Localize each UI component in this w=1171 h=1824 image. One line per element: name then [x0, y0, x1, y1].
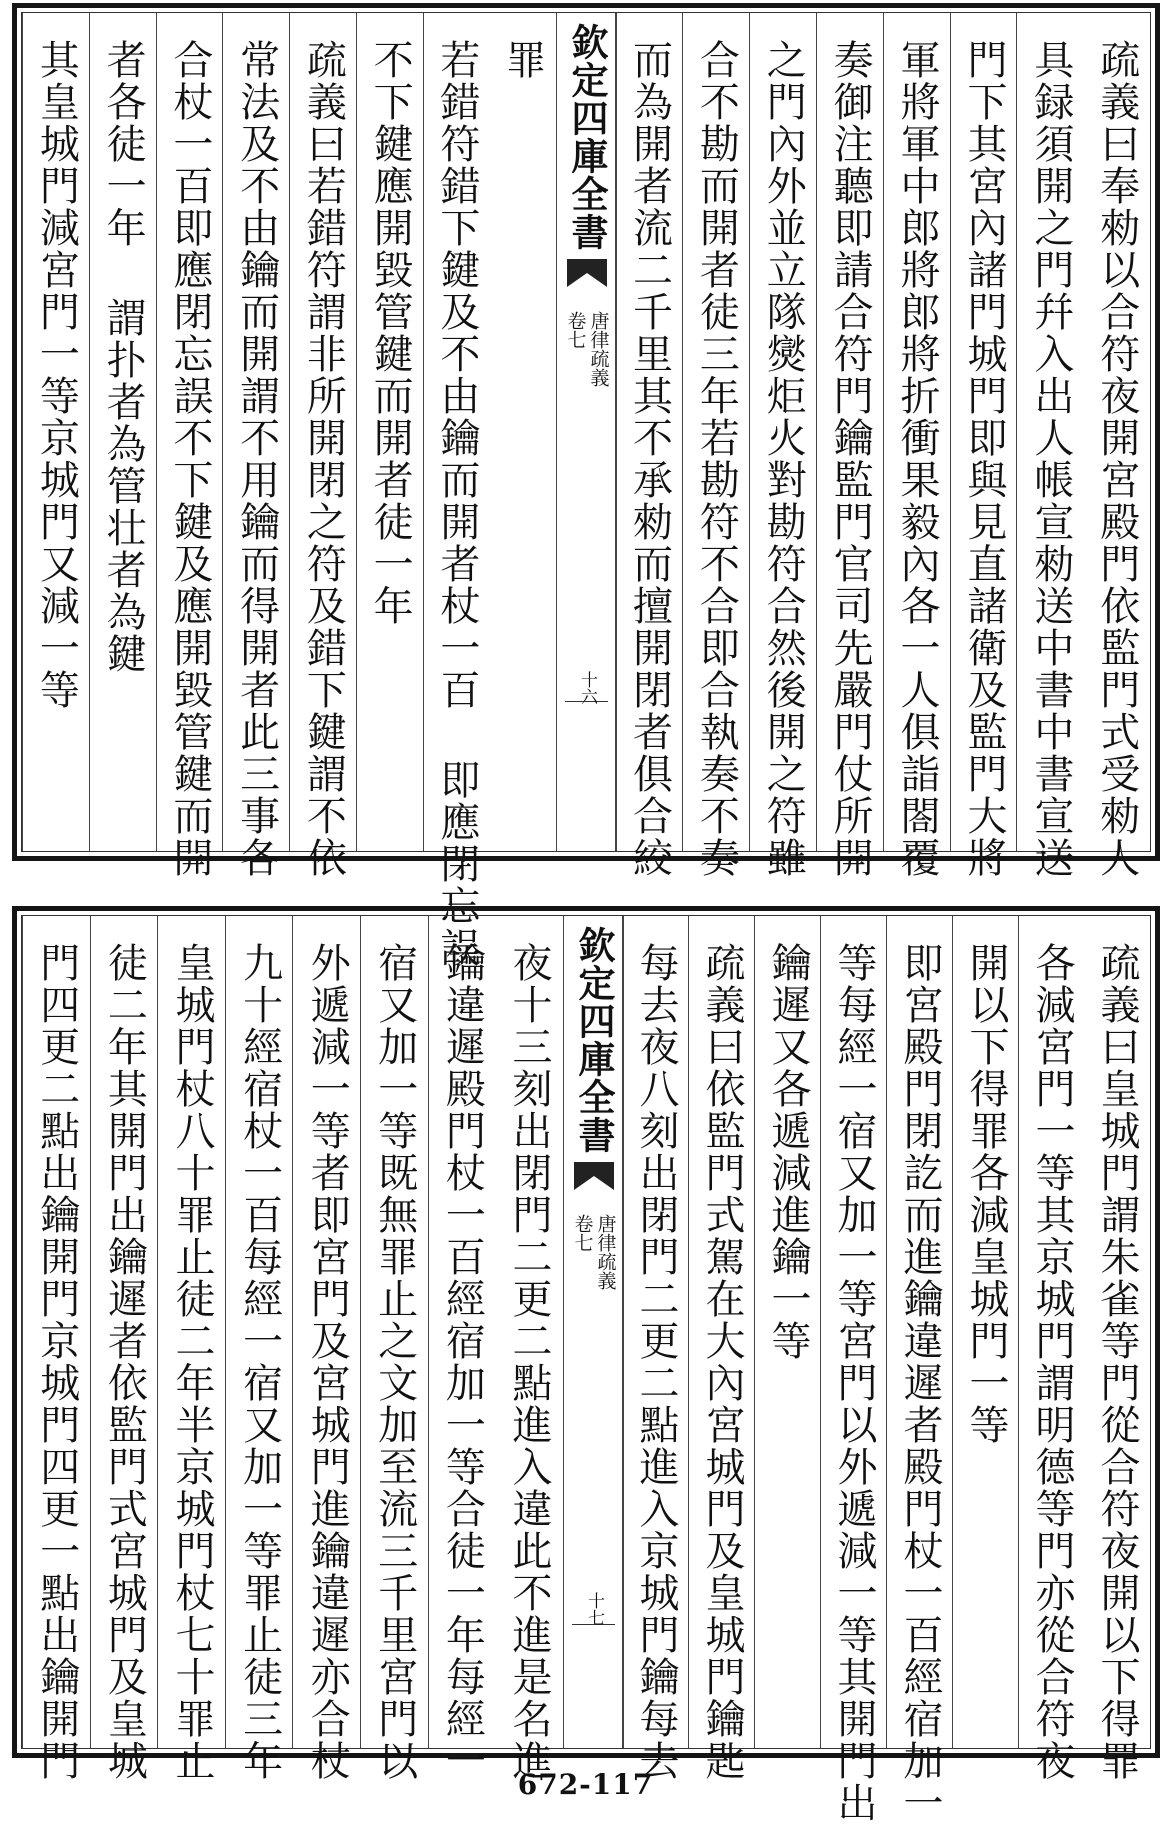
top-right-column-text: 奏御注聽即請合符門鑰監門官司先嚴門仗所開: [827, 39, 874, 879]
bottom-right-column-text: 疏義曰依監門式駕在大內宮城門及皇城門鑰匙: [699, 942, 745, 1782]
top-right-column: [950, 13, 1018, 879]
top-right-column-text: 疏義曰奉勑以合符夜開宮殿門依監門式受勑人: [1093, 39, 1140, 879]
top-right-column-text: 之門內外並立隊爕炬火對勘符合然後開之符雖: [760, 39, 807, 879]
top-right-column-text: 軍將軍中郎將郎將折衝果毅內各一人俱詣閤覆: [894, 39, 941, 879]
top-fish-tail-mark-icon: [567, 259, 607, 287]
bottom-right-column: [886, 916, 953, 1824]
top-page-frame: [12, 3, 1160, 969]
bottom-left-column: [428, 916, 497, 1782]
top-left-column: [156, 13, 224, 879]
top-right-column: [749, 13, 817, 879]
top-volume: 卷七: [564, 311, 587, 349]
bottom-left-column: [22, 916, 91, 1782]
top-left-column-text: 罪: [499, 39, 546, 81]
bottom-left-column-text: 九十經宿杖一百每經一宿又加一等罪止徒三年: [236, 942, 283, 1782]
top-left-column-text: 若錯符錯下鍵及不由鑰而開者杖一百 即應閉忘誤: [433, 39, 480, 969]
bottom-left-column-text: 門四更二點出鑰開門京城門四更一點出鑰開門: [33, 942, 80, 1782]
top-right-column-text: 合不勘而開者徒三年若勘符不合即合執奏不奏: [693, 39, 740, 879]
bottom-center-column: [563, 916, 624, 1748]
top-book-name: 唐律疏義: [587, 311, 610, 387]
top-book-subtitle: [566, 311, 608, 387]
top-left-column: [423, 13, 491, 969]
top-page-number: 十六: [577, 671, 597, 705]
top-right-column: [816, 13, 884, 879]
bottom-right-column: [688, 916, 755, 1782]
top-left-column-text: 不下鍵應開毀管鍵而開者徒一年: [367, 39, 414, 627]
top-right-column: [682, 13, 750, 879]
bottom-page-number: 十七: [584, 1592, 604, 1626]
bottom-left-column-text: 宿又加一等既無罪止之文加至流三千里宮門以: [371, 942, 418, 1782]
top-right-column: [615, 13, 683, 879]
bottom-left-column-text: 夜十三刻出閉門二更二點進入違此不進是名進: [505, 942, 552, 1782]
bottom-right-column: [1084, 916, 1150, 1782]
bottom-left-column: [225, 916, 294, 1782]
top-left-column-text: 其皇城門減宮門一等京城門又減一等: [33, 39, 80, 711]
bottom-right-column: [754, 916, 821, 1748]
top-left-column-text: 常法及不由鑰而開謂不用鑰而得開者此三事各: [233, 39, 280, 879]
bottom-left-column: [90, 916, 159, 1782]
bottom-volume: 卷七: [571, 1214, 594, 1252]
top-left-column: [22, 13, 90, 851]
bottom-book-title: 欽定四庫全書: [572, 926, 616, 1154]
top-left-column: [222, 13, 290, 879]
bottom-right-column: [1018, 916, 1085, 1782]
top-left-column-text: 合杖一百即應閉忘誤不下鍵及應開毀管鍵而開: [166, 39, 213, 879]
top-left-column: [489, 13, 556, 851]
bottom-left-column-text: 外遞減一等者即宮門及宮城門進鑰違遲亦合杖: [304, 942, 351, 1782]
bottom-left-column-text: 皇城門杖八十罪止徒二年半京城門杖七十罪止: [168, 942, 215, 1782]
top-book-title: 欽定四庫全書: [565, 23, 609, 251]
bottom-right-column: [952, 916, 1019, 1748]
bottom-left-column-text: 鑰違遲殿門杖一百經宿加一等合徒一年每經一: [439, 942, 486, 1782]
top-left-column: [289, 13, 357, 879]
top-left-column-text: 者各徒一年 謂扑者為管壮者為鍵: [100, 39, 147, 675]
top-left-column: [356, 13, 424, 851]
top-right-column-text: 而為開者流二千里其不承勑而擅開閉者俱合絞: [626, 39, 673, 879]
bottom-left-column: [292, 916, 361, 1782]
bottom-left-column-text: 徒二年其開門出鑰遲者依監門式宮城門及皇城: [101, 942, 148, 1782]
bottom-right-column-text: 各減宮門一等其京城門謂明德等門亦從合符夜: [1029, 942, 1075, 1782]
page-code: 672-117: [517, 1768, 654, 1801]
top-right-column-text: 具録須開之門幷入出人帳宣勑送中書中書宣送: [1027, 39, 1074, 879]
bottom-right-column-text: 鑰遲又各遞減進鑰一等: [765, 942, 811, 1362]
bottom-book-name: 唐律疏義: [594, 1214, 617, 1290]
bottom-right-column: [820, 916, 887, 1824]
bottom-book-subtitle: [573, 1214, 615, 1290]
bottom-fish-tail-mark-icon: [574, 1162, 614, 1190]
top-left-column: [89, 13, 157, 851]
bottom-right-column-text: 每去夜八刻出閉門二更二點進入京城門鑰每去: [633, 942, 679, 1782]
top-right-column: [1016, 13, 1084, 879]
top-page-body: [21, 12, 1151, 969]
top-center-column: [556, 13, 617, 851]
bottom-left-column: [495, 916, 563, 1782]
bottom-right-column-text: 等每經一宿又加一等宮門以外遞減一等其開門出: [831, 942, 877, 1824]
bottom-left-column: [360, 916, 429, 1782]
bottom-right-column-text: 疏義曰皇城門謂朱雀等門從合符夜開以下得罪: [1094, 942, 1140, 1782]
bottom-right-column-text: 開以下得罪各減皇城門一等: [963, 942, 1009, 1446]
top-left-column-text: 疏義曰若錯符謂非所開閉之符及錯下鍵謂不依: [300, 39, 347, 879]
top-right-column-text: 門下其宮內諸門城門即與見直諸衛及監門大將: [960, 39, 1007, 879]
bottom-right-column: [622, 916, 689, 1782]
top-right-column: [883, 13, 951, 879]
bottom-right-column-text: 即宮殿門閉訖而進鑰違遲者殿門杖一百經宿加一: [897, 942, 943, 1824]
top-right-column: [1083, 13, 1150, 879]
bottom-left-column: [157, 916, 226, 1782]
